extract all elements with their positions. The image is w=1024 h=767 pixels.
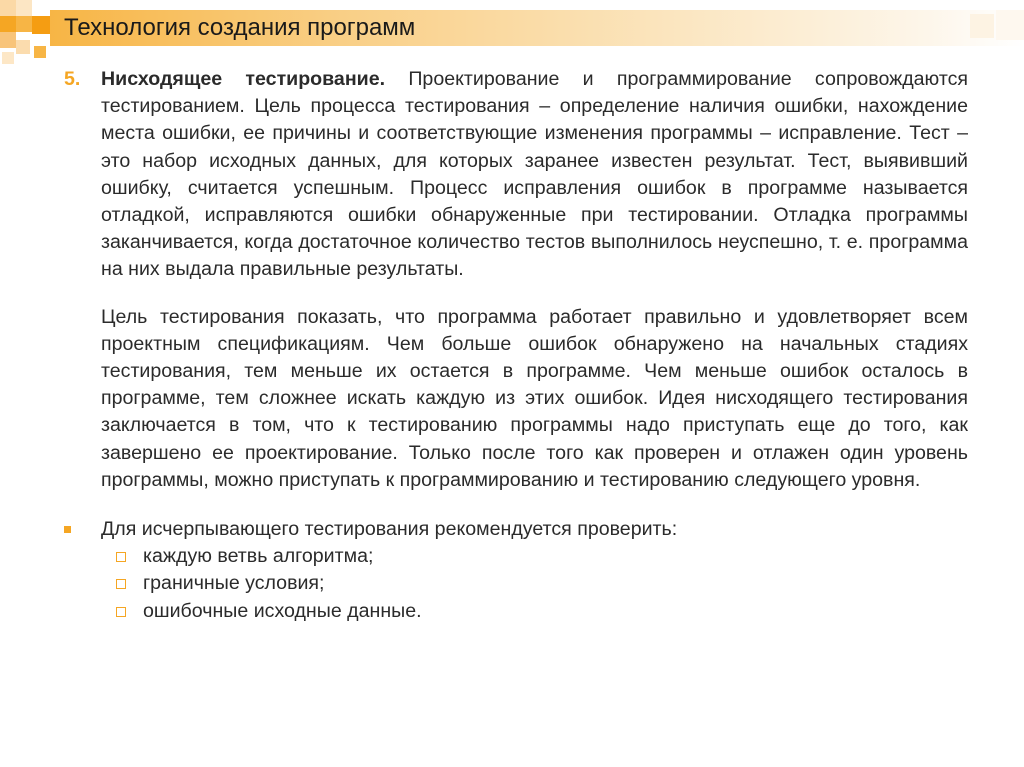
decor-square (16, 40, 30, 54)
decor-square (0, 0, 16, 16)
hollow-square-icon (116, 607, 126, 617)
list-item (64, 598, 968, 625)
bullet-item (64, 516, 968, 543)
decor-square (970, 14, 994, 38)
testing-goal-paragraph: Цель тестирования показать, что программа работает правильно и удовлетворяет всем проектным спецификациям. Чем больше ошибок обнаружено на начальных стадиях тестирования, тем меньше их остается в программе. Чем меньше ошибок осталось в программе, тем сложнее искать каждую из этих ошибок. Идея нисходящего тестирования заключается в том, что к тестированию программы надо приступать еще до того, как завершено ее проектирование. Только после того как проверен и отлажен один уровень программы, можно приступать к программированию и тестированию следующего уровня. (101, 305, 968, 491)
decor-square (34, 46, 46, 58)
decor-square (0, 32, 16, 48)
section-number: 5. (64, 68, 81, 90)
decor-square (32, 16, 50, 34)
slide-title: Технология создания программ (64, 14, 416, 41)
section-text: Проектирование и программирование сопровождаются тестированием. Цель процесса тестирования – определение наличия ошибки, нахождение места ошибки, ее причины и соответствующие изменения программы – исправление. Тест – это набор исходных данных, для которых заранее известен результат. Тест, выявивший ошибку, считается успешным. Процесс исправления ошибок в программе называется отладкой, исправляются ошибки обнаруженные при тестировании. Отладка программы заканчивается, когда достаточное количество тестов выполнилось неуспешно, т. е. программа на них выдала правильные результаты. (101, 68, 968, 281)
decor-square (0, 16, 16, 32)
hollow-square-icon (116, 552, 126, 562)
hollow-square-icon (116, 579, 126, 589)
decor-square (16, 16, 32, 32)
decor-square (996, 10, 1024, 40)
list-item (64, 543, 968, 570)
list-item-text: ошибочные исходные данные. (143, 599, 422, 622)
section-5-paragraph (64, 66, 968, 284)
slide-content (64, 66, 968, 625)
list-item-text: граничные условия; (143, 572, 325, 595)
section-heading: Нисходящее тестирование. (101, 68, 386, 90)
bullet-text: Для исчерпывающего тестирования рекомендуется проверить: (101, 518, 678, 541)
decor-square (16, 0, 32, 16)
sub-list (64, 543, 968, 625)
list-item-text: каждую ветвь алгоритма; (143, 545, 374, 568)
bullet-square-icon (64, 526, 71, 533)
list-item (64, 570, 968, 597)
decor-square (2, 52, 14, 64)
